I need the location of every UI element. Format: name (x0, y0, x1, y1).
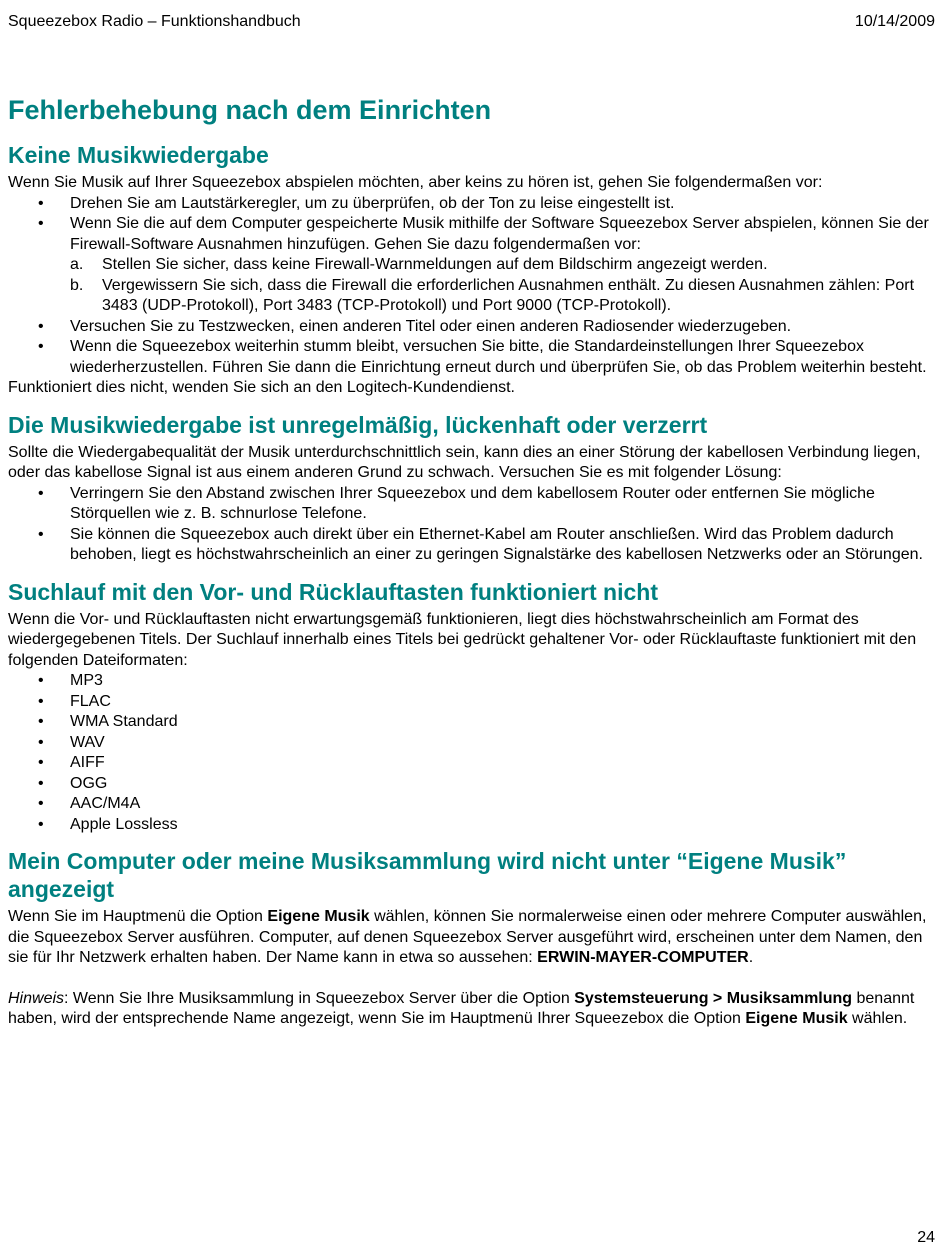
bullet-icon: • (38, 713, 44, 730)
paragraph: Wenn Sie im Hauptmenü die Option Eigene Musik wählen, können Sie normalerweise einen oder mehrere Computer auswählen, die Squeezebox Server ausführen. Computer, auf denen Squeezebox Server ausgeführt wird, erscheinen unter dem Namen, den sie für Ihr Netzwerk erhalten haben. Der Name kann in etwa so aussehen: ERWIN-MAYER-COMPUTER. (8, 908, 927, 966)
list-item: b. Vergewissern Sie sich, dass die Firewall die erforderlichen Ausnahmen enthält. Zu diesen Ausnahmen zählen: Port 3483 (UDP-Protokoll), Port 3483 (TCP-Protokoll) und Port 9000 (TCP-Protokoll). (70, 276, 915, 314)
list-item: • AIFF (8, 753, 938, 774)
section-heading-distorted-playback: Die Musikwiedergabe ist unregelmäßig, lückenhaft oder verzerrt (8, 411, 708, 438)
page-number: 24 (917, 1229, 935, 1246)
bullet-icon: • (38, 525, 44, 543)
page-content (8, 93, 938, 1030)
note-paragraph: Hinweis: Wenn Sie Ihre Musiksammlung in Squeezebox Server über die Option Systemsteuerung > Musiksammlung benannt haben, wird der entsprechende Name angezeigt, wenn Sie im Hauptmenü Ihrer Squeezebox die Option Eigene Musik wählen. (8, 989, 915, 1027)
list-item: • AAC/M4A (8, 794, 938, 815)
bullet-list (8, 194, 938, 379)
list-item: • OGG (8, 774, 938, 795)
list-item: • WAV (8, 733, 938, 754)
bullet-icon: • (38, 317, 44, 335)
bullet-icon: • (38, 672, 44, 689)
bullet-icon: • (38, 795, 44, 812)
header-date: 10/14/2009 (854, 13, 935, 30)
bullet-icon: • (38, 754, 44, 771)
bullet-icon: • (38, 692, 44, 710)
header-doc-title: Squeezebox Radio – Funktionshandbuch (8, 13, 301, 30)
bullet-icon: • (38, 774, 44, 792)
list-item: • Drehen Sie am Lautstärkeregler, um zu überprüfen, ob der Ton zu leise eingestellt ist. (8, 194, 938, 215)
list-item: • Versuchen Sie zu Testzwecken, einen anderen Titel oder einen anderen Radiosender wiederzugeben. (8, 317, 938, 338)
bullet-icon: • (38, 194, 44, 212)
paragraph: Sollte die Wiedergabequalität der Musik unterdurchschnittlich sein, kann dies an einer Störung der kabellosen Verbindung liegen, oder das kabellose Signal ist aus einem anderen Grund zu schwach. Versuchen Sie es mit folgender Lösung: (8, 443, 921, 481)
list-item: a. Stellen Sie sicher, dass keine Firewall-Warnmeldungen auf dem Bildschirm angezeigt werden. (70, 256, 768, 273)
page-title: Fehlerbehebung nach dem Einrichten (8, 95, 492, 125)
bullet-icon: • (38, 338, 44, 355)
section-heading-my-music: Mein Computer oder meine Musiksammlung wird nicht unter “Eigene Musik” angezeigt (8, 848, 847, 902)
numbered-list (70, 255, 938, 317)
list-item: • Verringern Sie den Abstand zwischen Ihrer Squeezebox und dem kabellosem Router oder entfernen Sie mögliche Störquellen wie z. B. schnurlose Telefone. (38, 484, 875, 522)
list-item: • Wenn die Squeezebox weiterhin stumm bleibt, versuchen Sie bitte, die Standardeinstellungen Ihrer Squeezebox wiederherzustellen. Führen Sie dann die Einrichtung erneut durch und überprüfen Sie, ob das Problem weiterhin besteht. (38, 338, 927, 376)
bullet-icon: • (38, 733, 44, 751)
list-item: • MP3 (8, 671, 938, 692)
paragraph: Wenn Sie Musik auf Ihrer Squeezebox abspielen möchten, aber keins zu hören ist, gehen Sie folgendermaßen vor: (8, 174, 823, 191)
paragraph: Wenn die Vor- und Rücklauftasten nicht erwartungsgemäß funktionieren, liegt dies höchstwahrscheinlich am Format des wiedergegebenen Titels. Der Suchlauf innerhalb eines Titels bei gedrückt gehaltener Vor- oder Rücklauftaste funktioniert mit den folgenden Dateiformaten: (8, 610, 917, 669)
bullet-icon: • (38, 215, 44, 232)
list-item: • Wenn Sie die auf dem Computer gespeicherte Musik mithilfe der Software Squeezebox Server abspielen, können Sie der Firewall-Software Ausnahmen hinzufügen. Gehen Sie dazu folgendermaßen vor: a. Stellen Sie sicher, dass keine Firewall-Warnmeldungen auf dem Bildschirm angezeigt werden. b. Vergewissern Sie sich, dass die Firewall die erforderlichen Ausnahmen enthält. Zu diesen Ausnahmen zählen: Port 3483 (UDP-Protokoll), Port 3483 (TCP-Protokoll) und Port 9000 (TCP-Protokoll). (8, 214, 938, 317)
list-item: • Apple Lossless (8, 815, 938, 836)
list-item: • WMA Standard (8, 712, 938, 733)
section-heading-no-playback: Keine Musikwiedergabe (8, 142, 269, 168)
list-item: • Sie können die Squeezebox auch direkt über ein Ethernet-Kabel am Router anschließen. Wird das Problem dadurch behoben, liegt es höchstwahrscheinlich an einer zu geringen Signalstärke des kabellosen Netzwerks oder an Störungen. (38, 525, 923, 563)
bullet-icon: • (38, 484, 44, 502)
bullet-icon: • (38, 815, 44, 833)
list-item: • FLAC (8, 692, 938, 713)
format-list (8, 671, 938, 835)
section-heading-seek: Suchlauf mit den Vor- und Rücklauftasten funktioniert nicht (8, 578, 658, 605)
paragraph: Funktioniert dies nicht, wenden Sie sich an den Logitech-Kundendienst. (8, 379, 515, 396)
bullet-list (8, 484, 938, 566)
